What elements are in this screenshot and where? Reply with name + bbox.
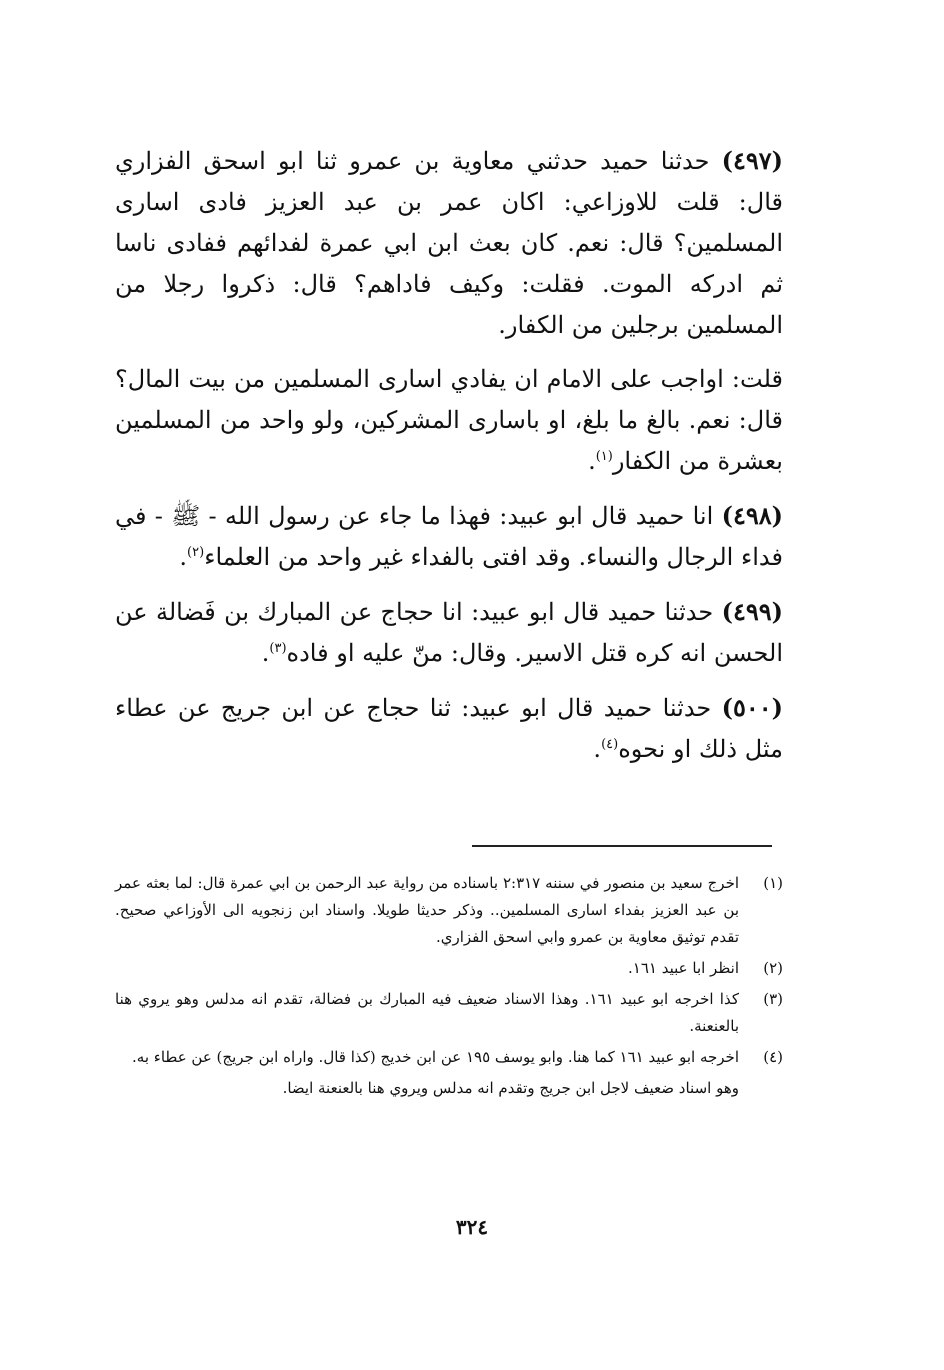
paragraph-text: حدثنا حميد قال ابو عبيد: ثنا حجاج عن ابن جريج عن عطاء مثل ذلك او نحوه <box>115 694 783 763</box>
footnote-text: انظر ابا عبيد ١٦١. <box>628 959 739 977</box>
footnote-3 <box>115 986 783 1040</box>
paragraph-499 <box>115 591 783 674</box>
footnote-1 <box>115 870 783 951</box>
footnote-4 <box>115 1044 783 1071</box>
hadith-number: (٤٩٨) <box>721 501 783 530</box>
footnote-number: (٤) <box>763 1048 783 1066</box>
paragraph-text: حدثنا حميد حدثني معاوية بن عمرو ثنا ابو اسحق الفزاري قال: قلت للاوزاعي: اكان عمر بن عبد العزيز فادى اسارى المسلمين؟ قال: نعم. كان بعث ابن ابي عمرة لفدائهم ففادى ناسا ثم ادركه الموت. فقلت: وكيف فاداهم؟ قال: ذكروا رجلا من المسلمين برجلين من الكفار. <box>115 147 784 339</box>
footnote-text: كذا اخرجه ابو عبيد ١٦١. وهذا الاسناد ضعيف فيه المبارك بن فضالة، تقدم انه مدلس وهو يروي هنا بالعنعنة. <box>115 990 739 1035</box>
footnote-number: (٣) <box>763 990 783 1008</box>
paragraph-text: حدثنا حميد قال ابو عبيد: انا حجاج عن المبارك بن فَضالة عن الحسن انه كره قتل الاسير. وقال: منّ عليه او فاده <box>115 598 783 667</box>
footnote-number: (١) <box>763 874 783 892</box>
paragraph-497-continued <box>115 359 783 482</box>
page-number: ٣٢٤ <box>455 1215 489 1239</box>
hadith-number: (٥٠٠) <box>721 693 783 722</box>
paragraph-end: . <box>179 543 188 571</box>
paragraph-497 <box>115 140 783 346</box>
paragraph-500 <box>115 687 783 770</box>
paragraph-text: قلت: اواجب على الامام ان يفادي اسارى المسلمين من بيت المال؟ قال: نعم. بالغ ما بلغ، او باسارى المشركين، ولو واحد من المسلمين بعشرة من الكفار <box>115 365 783 475</box>
footnote-2 <box>115 955 783 982</box>
footnote-ref[interactable]: (٤) <box>601 737 619 752</box>
footnote-ref[interactable]: (٢) <box>187 545 205 560</box>
hadith-number: (٤٩٩) <box>721 597 783 626</box>
main-text <box>115 140 783 770</box>
paragraph-text: انا حميد قال ابو عبيد: فهذا ما جاء عن رسول الله - ﷺ - في فداء الرجال والنساء. وقد افتى بالفداء غير واحد من العلماء <box>115 502 783 571</box>
footnotes <box>115 870 783 1102</box>
footnote-ref[interactable]: (١) <box>595 449 613 464</box>
paragraph-end: . <box>593 735 602 763</box>
footnote-separator <box>472 845 772 847</box>
footnote-number: (٢) <box>763 959 783 977</box>
footnote-ref[interactable]: (٣) <box>269 641 287 656</box>
paragraph-end: . <box>261 639 270 667</box>
footnote-text: اخرج سعيد بن منصور في سننه ٢:٣١٧ باسناده من رواية عبد الرحمن بن ابي عمرة قال: لما بعثه عمر بن عبد العزيز بفداء اسارى المسلمين.. وذكر حديثا طويلا. واسناد ابن زنجويه الى الأوزاعي صحيح. تقدم توثيق معاوية بن عمرو وابي اسحق الفزاري. <box>115 874 740 946</box>
footnote-text: اخرجه ابو عبيد ١٦١ كما هنا. وابو يوسف ١٩٥ عن ابن خديج (كذا قال. واراه ابن جريج) عن عطاء به. <box>132 1048 739 1066</box>
footnote-4-continued: وهو اسناد ضعيف لاجل ابن جريج وتقدم انه مدلس ويروي هنا بالعنعنة ايضا. <box>282 1079 739 1097</box>
hadith-number: (٤٩٧) <box>721 146 783 175</box>
paragraph-end: . <box>588 447 596 475</box>
paragraph-498 <box>115 495 783 578</box>
